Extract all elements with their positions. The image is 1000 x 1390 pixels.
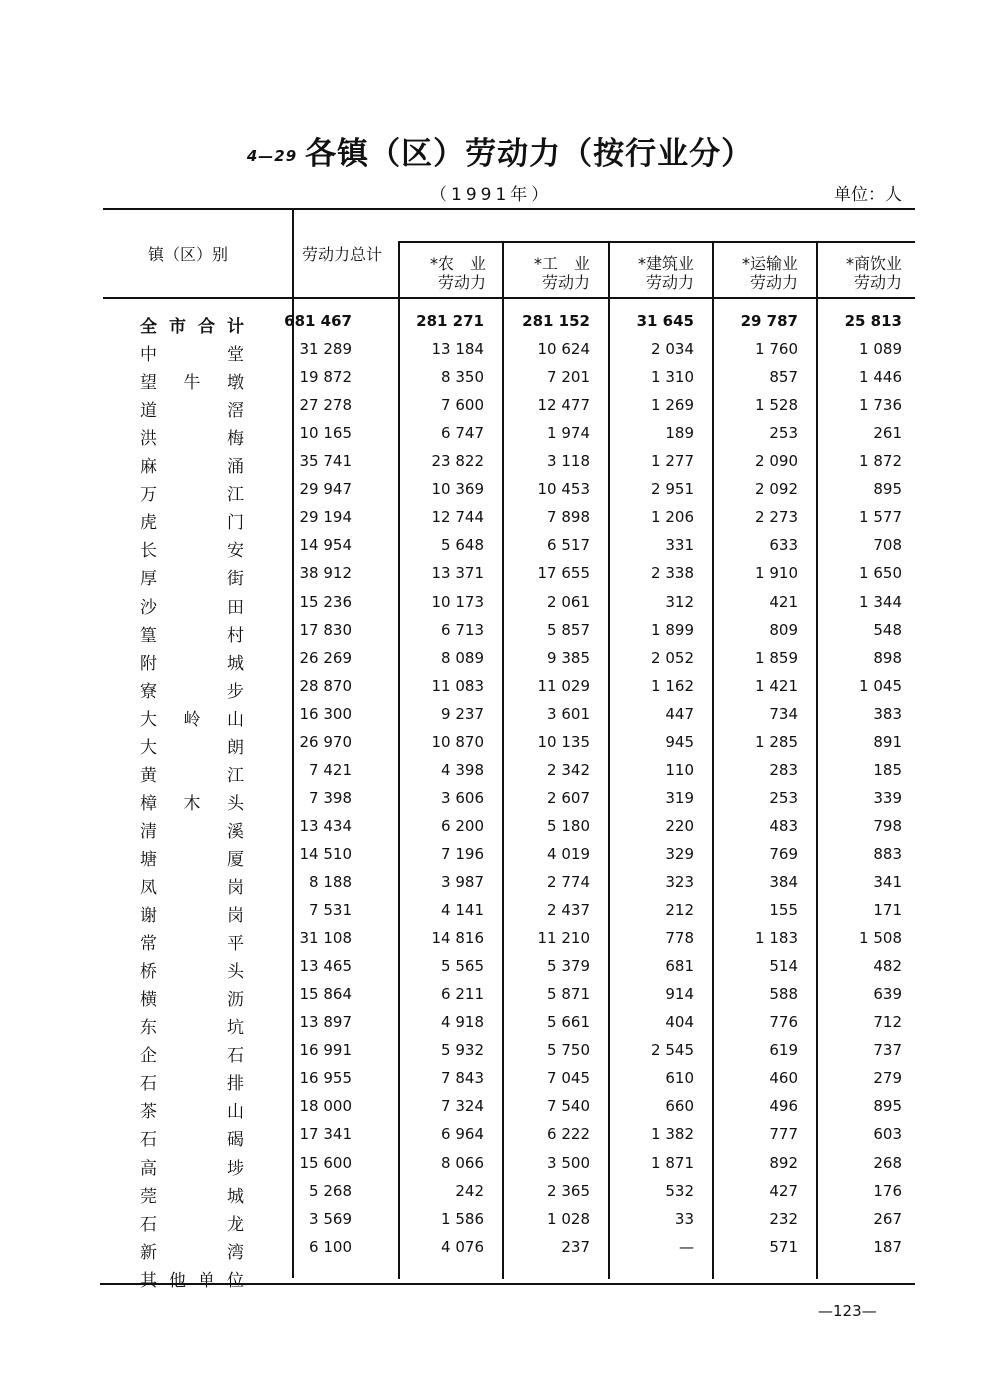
table-row [0, 1154, 1000, 1182]
cell-ind: 5 857 [547, 620, 590, 639]
cell-cons: 778 [665, 929, 694, 948]
cell-trans: 460 [769, 1069, 798, 1088]
header-total: 劳动力总计 [302, 245, 383, 264]
cell-total: 26 269 [299, 648, 352, 667]
table-row [0, 649, 1000, 677]
cell-trans: 2 092 [755, 480, 798, 499]
cell-ind: 4 019 [547, 844, 590, 863]
cell-ind: 1 028 [547, 1209, 590, 1228]
cell-agri: 13 371 [431, 564, 484, 583]
cell-comm: 279 [873, 1069, 902, 1088]
cell-comm: 268 [873, 1153, 902, 1172]
cell-comm: 1 736 [859, 396, 902, 415]
cell-ind: 2 061 [547, 592, 590, 611]
table-row [0, 1013, 1000, 1041]
cell-cons: 212 [665, 901, 694, 920]
cell-trans: 483 [769, 816, 798, 835]
cell-comm: 891 [873, 732, 902, 751]
cell-cons: 1 899 [651, 620, 694, 639]
cell-comm: 1 045 [859, 676, 902, 695]
region-name: 厚 街 [140, 569, 244, 590]
cell-total: 10 165 [299, 424, 352, 443]
cell-trans: 1 421 [755, 676, 798, 695]
cell-agri: 12 744 [431, 508, 484, 527]
cell-comm: 798 [873, 816, 902, 835]
table-row [0, 593, 1000, 621]
cell-trans: 283 [769, 760, 798, 779]
cell-agri: 4 076 [441, 1237, 484, 1256]
region-name: 长 安 [140, 541, 244, 562]
cell-total: 29 947 [299, 480, 352, 499]
cell-ind: 10 135 [537, 732, 590, 751]
cell-cons: 2 545 [651, 1041, 694, 1060]
cell-trans: 809 [769, 620, 798, 639]
cell-ind: 11 029 [537, 676, 590, 695]
table-row [0, 621, 1000, 649]
cell-agri: 23 822 [431, 452, 484, 471]
cell-ind: 12 477 [537, 396, 590, 415]
region-name: 石 排 [140, 1074, 244, 1095]
cell-ind: 5 871 [547, 985, 590, 1004]
subheader-rule [400, 241, 915, 243]
cell-cons: 2 034 [651, 340, 694, 359]
cell-total: 13 897 [299, 1013, 352, 1032]
region-name: 大 朗 [140, 737, 244, 758]
page-number: —123— [818, 1302, 877, 1320]
region-name: 高 埗 [140, 1158, 244, 1179]
table-row [0, 508, 1000, 536]
region-name: 道 滘 [140, 401, 244, 422]
header-transport: *运输业 劳动力 [741, 254, 798, 292]
cell-cons: 312 [665, 592, 694, 611]
cell-agri: 7 324 [441, 1097, 484, 1116]
cell-cons: 220 [665, 816, 694, 835]
table-row [0, 733, 1000, 761]
table-row [0, 985, 1000, 1013]
table-row [0, 761, 1000, 789]
cell-ind: 1 974 [547, 424, 590, 443]
cell-cons: — [679, 1237, 694, 1256]
cell-comm: 341 [873, 873, 902, 891]
table-row [0, 845, 1000, 873]
cell-ind: 5 379 [547, 957, 590, 976]
cell-trans: 1 760 [755, 340, 798, 359]
cell-ind: 3 601 [547, 704, 590, 723]
cell-agri: 3 606 [441, 788, 484, 807]
cell-comm: 185 [873, 760, 902, 779]
cell-agri: 281 271 [416, 312, 484, 330]
table-row [0, 396, 1000, 424]
cell-ind: 7 201 [547, 368, 590, 387]
cell-total: 28 870 [299, 676, 352, 695]
cell-total: 16 955 [299, 1069, 352, 1088]
cell-agri: 8 066 [441, 1153, 484, 1172]
cell-comm: 898 [873, 648, 902, 667]
cell-cons: 2 052 [651, 648, 694, 667]
table-row [0, 1041, 1000, 1069]
cell-comm: 737 [873, 1041, 902, 1060]
table-row [0, 1125, 1000, 1153]
region-name: 大 岭 山 [140, 709, 244, 730]
cell-total: 31 108 [299, 929, 352, 948]
region-name: 石 碣 [140, 1130, 244, 1151]
cell-comm: 895 [873, 1097, 902, 1116]
cell-trans: 588 [769, 985, 798, 1004]
cell-cons: 914 [665, 985, 694, 1004]
cell-trans: 1 183 [755, 929, 798, 948]
table-row [0, 817, 1000, 845]
table-row [0, 705, 1000, 733]
cell-comm: 1 508 [859, 929, 902, 948]
region-name: 塘 厦 [140, 849, 244, 870]
cell-trans: 857 [769, 368, 798, 387]
cell-agri: 4 141 [441, 901, 484, 920]
cell-agri: 4 918 [441, 1013, 484, 1032]
cell-ind: 6 222 [547, 1125, 590, 1144]
cell-trans: 2 273 [755, 508, 798, 527]
cell-cons: 189 [665, 424, 694, 443]
cell-total: 17 830 [299, 620, 352, 639]
cell-total: 14 954 [299, 536, 352, 555]
cell-agri: 8 350 [441, 368, 484, 387]
cell-ind: 10 624 [537, 340, 590, 359]
cell-ind: 3 118 [547, 452, 590, 471]
cell-total: 6 100 [309, 1237, 352, 1256]
region-name: 常 平 [140, 934, 244, 955]
region-name: 清 溪 [140, 821, 244, 842]
cell-cons: 329 [665, 844, 694, 863]
cell-comm: 708 [873, 536, 902, 555]
cell-trans: 427 [769, 1181, 798, 1200]
cell-trans: 571 [769, 1237, 798, 1256]
table-row [0, 1266, 1000, 1294]
cell-trans: 1 285 [755, 732, 798, 751]
cell-ind: 7 540 [547, 1097, 590, 1116]
cell-comm: 895 [873, 480, 902, 499]
cell-cons: 1 382 [651, 1125, 694, 1144]
header-region: 镇（区）别 [148, 245, 229, 264]
cell-cons: 110 [665, 760, 694, 779]
table-number: 4—29 [246, 146, 298, 165]
cell-ind: 3 500 [547, 1153, 590, 1172]
unit-label: 单位：人 [834, 185, 902, 205]
cell-agri: 10 369 [431, 480, 484, 499]
year-label: （1991年） [430, 185, 553, 205]
cell-agri: 5 932 [441, 1041, 484, 1060]
cell-comm: 339 [873, 788, 902, 807]
table-row [0, 564, 1000, 592]
top-rule [103, 208, 915, 210]
cell-total: 5 268 [309, 1181, 352, 1200]
cell-comm: 1 650 [859, 564, 902, 583]
table-row [0, 340, 1000, 368]
cell-ind: 17 655 [537, 564, 590, 583]
table-title-text: 各镇（区）劳动力（按行业分） [305, 136, 754, 172]
cell-agri: 11 083 [431, 676, 484, 695]
region-name: 附 城 [140, 653, 244, 674]
region-name: 中 堂 [140, 345, 244, 366]
table-row [0, 1238, 1000, 1266]
region-name: 其 他 单 位 [140, 1270, 244, 1291]
cell-agri: 8 089 [441, 648, 484, 667]
cell-cons: 319 [665, 788, 694, 807]
cell-comm: 548 [873, 620, 902, 639]
cell-total: 26 970 [299, 732, 352, 751]
region-name: 东 坑 [140, 1018, 244, 1039]
cell-agri: 7 196 [441, 844, 484, 863]
cell-total: 7 531 [309, 901, 352, 920]
cell-cons: 610 [665, 1069, 694, 1088]
cell-agri: 6 200 [441, 816, 484, 835]
cell-total: 3 569 [309, 1209, 352, 1228]
cell-comm: 267 [873, 1209, 902, 1228]
cell-comm: 176 [873, 1181, 902, 1200]
cell-total: 19 872 [299, 368, 352, 387]
cell-cons: 2 338 [651, 564, 694, 583]
cell-ind: 7 898 [547, 508, 590, 527]
cell-ind: 5 750 [547, 1041, 590, 1060]
cell-total: 18 000 [299, 1097, 352, 1116]
cell-total: 15 864 [299, 985, 352, 1004]
cell-trans: 232 [769, 1209, 798, 1228]
cell-agri: 6 747 [441, 424, 484, 443]
cell-trans: 777 [769, 1125, 798, 1144]
cell-agri: 7 600 [441, 396, 484, 415]
region-name: 沙 田 [140, 597, 244, 618]
header-agriculture: *农 业 劳动力 [429, 254, 486, 292]
cell-trans: 619 [769, 1041, 798, 1060]
cell-cons: 1 162 [651, 676, 694, 695]
cell-agri: 6 211 [441, 985, 484, 1004]
region-name: 谢 岗 [140, 906, 244, 927]
table-row-total [0, 312, 1000, 340]
cell-ind: 2 607 [547, 788, 590, 807]
cell-trans: 776 [769, 1013, 798, 1032]
table-row [0, 1210, 1000, 1238]
cell-trans: 2 090 [755, 452, 798, 471]
cell-total: 15 600 [299, 1153, 352, 1172]
table-row [0, 1069, 1000, 1097]
cell-total: 31 289 [299, 340, 352, 359]
region-name: 桥 头 [140, 962, 244, 983]
cell-total: 13 465 [299, 957, 352, 976]
cell-total: 8 188 [309, 873, 352, 891]
cell-trans: 155 [769, 901, 798, 920]
cell-trans: 1 859 [755, 648, 798, 667]
table-row [0, 677, 1000, 705]
cell-trans: 29 787 [740, 312, 798, 330]
region-name: 虎 门 [140, 513, 244, 534]
cell-total: 29 194 [299, 508, 352, 527]
header-construction: *建筑业 劳动力 [637, 254, 694, 292]
cell-cons: 1 277 [651, 452, 694, 471]
cell-total: 35 741 [299, 452, 352, 471]
table-row [0, 873, 1000, 901]
cell-cons: 31 645 [636, 312, 694, 330]
cell-total: 17 341 [299, 1125, 352, 1144]
header-rule [103, 297, 915, 299]
cell-comm: 1 872 [859, 452, 902, 471]
cell-cons: 323 [665, 873, 694, 891]
cell-comm: 1 344 [859, 592, 902, 611]
table-row [0, 452, 1000, 480]
cell-trans: 421 [769, 592, 798, 611]
cell-agri: 6 964 [441, 1125, 484, 1144]
table-row [0, 424, 1000, 452]
cell-ind: 2 774 [547, 873, 590, 891]
cell-trans: 1 528 [755, 396, 798, 415]
cell-total: 16 991 [299, 1041, 352, 1060]
region-name: 新 湾 [140, 1242, 244, 1263]
cell-cons: 331 [665, 536, 694, 555]
cell-trans: 769 [769, 844, 798, 863]
cell-ind: 5 180 [547, 816, 590, 835]
cell-agri: 7 843 [441, 1069, 484, 1088]
cell-agri: 10 870 [431, 732, 484, 751]
cell-cons: 1 871 [651, 1153, 694, 1172]
cell-agri: 1 586 [441, 1209, 484, 1228]
cell-comm: 171 [873, 901, 902, 920]
cell-cons: 447 [665, 704, 694, 723]
cell-comm: 603 [873, 1125, 902, 1144]
cell-trans: 1 910 [755, 564, 798, 583]
cell-ind: 11 210 [537, 929, 590, 948]
cell-comm: 187 [873, 1237, 902, 1256]
region-name: 企 石 [140, 1046, 244, 1067]
region-name: 茶 山 [140, 1102, 244, 1123]
table-row [0, 901, 1000, 929]
cell-agri: 10 173 [431, 592, 484, 611]
header-industry: *工 业 劳动力 [533, 254, 590, 292]
cell-agri: 3 987 [441, 873, 484, 891]
cell-trans: 253 [769, 788, 798, 807]
cell-total: 15 236 [299, 592, 352, 611]
cell-ind: 6 517 [547, 536, 590, 555]
cell-cons: 1 310 [651, 368, 694, 387]
cell-comm: 25 813 [844, 312, 902, 330]
table-row [0, 929, 1000, 957]
cell-ind: 2 342 [547, 760, 590, 779]
cell-agri: 5 648 [441, 536, 484, 555]
cell-ind: 281 152 [522, 312, 590, 330]
table-row [0, 368, 1000, 396]
cell-ind: 10 453 [537, 480, 590, 499]
table-row [0, 480, 1000, 508]
cell-agri: 5 565 [441, 957, 484, 976]
cell-ind: 9 385 [547, 648, 590, 667]
cell-ind: 2 365 [547, 1181, 590, 1200]
cell-total: 681 467 [284, 312, 352, 330]
table-row [0, 957, 1000, 985]
region-name: 洪 梅 [140, 429, 244, 450]
cell-ind: 5 661 [547, 1013, 590, 1032]
table-row [0, 1182, 1000, 1210]
cell-trans: 734 [769, 704, 798, 723]
cell-trans: 253 [769, 424, 798, 443]
cell-cons: 1 269 [651, 396, 694, 415]
table-row [0, 1097, 1000, 1125]
region-name: 凤 岗 [140, 878, 244, 898]
cell-trans: 892 [769, 1153, 798, 1172]
cell-cons: 660 [665, 1097, 694, 1116]
cell-total: 38 912 [299, 564, 352, 583]
cell-comm: 1 089 [859, 340, 902, 359]
region-name: 石 龙 [140, 1214, 244, 1235]
cell-agri: 242 [455, 1181, 484, 1200]
region-name: 莞 城 [140, 1186, 244, 1207]
cell-trans: 633 [769, 536, 798, 555]
cell-comm: 712 [873, 1013, 902, 1032]
region-name: 樟 木 头 [140, 793, 244, 814]
cell-agri: 4 398 [441, 760, 484, 779]
cell-comm: 883 [873, 844, 902, 863]
cell-total: 7 421 [309, 760, 352, 779]
cell-comm: 1 446 [859, 368, 902, 387]
cell-cons: 681 [665, 957, 694, 976]
region-name: 篁 村 [140, 625, 244, 646]
region-name: 万 江 [140, 485, 244, 506]
region-name: 麻 涌 [140, 457, 244, 478]
region-name: 全 市 合 计 [140, 317, 244, 337]
cell-cons: 532 [665, 1181, 694, 1200]
cell-cons: 404 [665, 1013, 694, 1032]
cell-trans: 384 [769, 873, 798, 891]
cell-comm: 1 577 [859, 508, 902, 527]
region-name: 望 牛 墩 [140, 373, 244, 394]
cell-cons: 1 206 [651, 508, 694, 527]
cell-agri: 13 184 [431, 340, 484, 359]
region-name: 横 沥 [140, 990, 244, 1011]
cell-agri: 9 237 [441, 704, 484, 723]
cell-ind: 2 437 [547, 901, 590, 920]
cell-total: 14 510 [299, 844, 352, 863]
header-commerce: *商饮业 劳动力 [845, 254, 902, 292]
cell-total: 27 278 [299, 396, 352, 415]
cell-comm: 383 [873, 704, 902, 723]
cell-comm: 639 [873, 985, 902, 1004]
cell-trans: 496 [769, 1097, 798, 1116]
cell-cons: 2 951 [651, 480, 694, 499]
cell-comm: 482 [873, 957, 902, 976]
cell-agri: 14 816 [431, 929, 484, 948]
cell-cons: 33 [674, 1209, 694, 1228]
region-name: 黄 江 [140, 765, 244, 786]
cell-total: 13 434 [299, 816, 352, 835]
cell-ind: 7 045 [547, 1069, 590, 1088]
cell-comm: 261 [873, 424, 902, 443]
table-row [0, 536, 1000, 564]
cell-total: 16 300 [299, 704, 352, 723]
table-row [0, 789, 1000, 817]
cell-ind: 237 [561, 1237, 590, 1256]
cell-cons: 945 [665, 732, 694, 751]
table-title [0, 128, 1000, 173]
cell-total: 7 398 [309, 788, 352, 807]
region-name: 寮 步 [140, 681, 244, 702]
cell-agri: 6 713 [441, 620, 484, 639]
cell-trans: 514 [769, 957, 798, 976]
